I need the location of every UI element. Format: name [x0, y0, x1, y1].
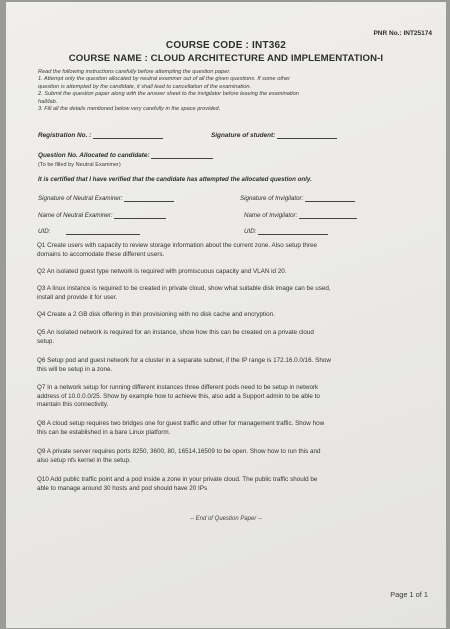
course-name: COURSE NAME : CLOUD ARCHITECTURE AND IMPLEMENTATION-I — [68, 53, 384, 64]
page-number: Page 1 of 1 — [390, 590, 428, 599]
question-3 — [37, 285, 427, 302]
neutral-name-line[interactable] — [114, 212, 166, 219]
uid-left-line[interactable] — [66, 228, 140, 235]
allocated-question-label: Question No. Allocated to candidate: — [38, 152, 150, 159]
instruction-line: hall/lab. — [38, 98, 58, 105]
question-line: maintain this connectivity. — [37, 401, 109, 409]
question-line: Q5 An isolated network is required for an instance, show how this can be created on a private cloud — [37, 329, 314, 336]
instruction-line: Read the following instructions carefully before attempting the question paper. — [38, 69, 231, 75]
student-signature-label: Signature of student: — [211, 132, 276, 139]
instructions — [38, 69, 424, 113]
question-line: Q1 Create users with capacity to review storage information about the current zone. Also setup three — [37, 242, 318, 249]
invigilator-name-label: Name of Invigilator: — [244, 212, 298, 219]
question-line: also setup nfs kernel in the setup. — [37, 456, 131, 464]
question-4 — [37, 311, 427, 320]
neutral-signature-field[interactable] — [38, 195, 174, 202]
instruction-line: 1. Attempt only the question allocated by neutral examiner out of all the given questions. If some other — [38, 76, 290, 83]
question-paper-sheet — [6, 2, 446, 628]
question-line: this will be setup in a zone. — [37, 365, 113, 373]
question-line: address of 10.0.0.0/25. Show by example how to achieve this, also add a Support admin to be able to — [37, 392, 320, 400]
neutral-name-label: Name of Neutral Examiner: — [38, 212, 113, 219]
question-1 — [37, 242, 427, 259]
invigilator-signature-label: Signature of Invigilator: — [240, 195, 304, 202]
registration-line[interactable] — [93, 132, 163, 139]
question-line: Q9 A private server requires ports 8250, 3600, 80, 16514,16509 to be open. Show how to run this and — [37, 448, 321, 455]
question-line: Q10 Add public traffic point and a pod inside a zone in your private cloud. The public traffic should be — [37, 476, 318, 483]
question-5 — [37, 329, 427, 346]
allocated-question-field[interactable] — [38, 152, 213, 159]
allocated-note: (To be filled by Neutral Examiner) — [38, 162, 121, 168]
question-line: Q8 A cloud setup requires two bridges one for guest traffic and other for management traffic. Show how — [37, 420, 325, 427]
end-of-paper: -- End of Question Paper -- — [189, 516, 263, 522]
invigilator-name-line[interactable] — [299, 212, 357, 219]
question-line: Q2 An isolated guest type network is required with promiscuous capacity and VLAN id 20. — [37, 268, 287, 275]
question-7 — [37, 384, 427, 410]
question-line: install and provide it for user. — [37, 293, 118, 301]
question-8 — [37, 420, 427, 437]
invigilator-signature-line[interactable] — [305, 195, 355, 202]
course-code: COURSE CODE : INT362 — [165, 40, 287, 51]
instruction-line: question is attempted by the candidate, it shall lead to cancellation of the examination. — [38, 83, 252, 90]
pnr-number: PNR No.: INT25174 — [373, 30, 432, 37]
question-9 — [37, 448, 427, 465]
student-signature-line[interactable] — [277, 132, 337, 139]
instruction-line: 3. Fill all the details mentioned below very carefully in the space provided. — [38, 106, 221, 113]
question-line: able to manage around 30 hosts and pod should have 20 IPs — [37, 484, 208, 492]
registration-label: Registration No. : — [38, 132, 92, 139]
uid-right-field[interactable] — [244, 228, 328, 235]
uid-right-label: UID: — [244, 228, 257, 235]
registration-field[interactable] — [38, 132, 163, 139]
question-line: setup. — [37, 337, 55, 345]
question-10 — [37, 476, 427, 493]
neutral-name-field[interactable] — [38, 212, 166, 219]
question-line: domains to accomodate these different users. — [37, 250, 165, 258]
question-line: Q6 Setup pod and guest network for a cluster in a separate subnet, if the IP range is 172.16.0.0/16. Show — [37, 357, 331, 364]
neutral-signature-label: Signature of Neutral Examiner: — [38, 195, 123, 202]
invigilator-signature-field[interactable] — [240, 195, 355, 202]
question-6 — [37, 357, 427, 374]
question-line: Q4 Create a 2 GB disk offering in thin provisioning with no disk cache and encryption. — [37, 311, 275, 318]
uid-left-field[interactable] — [38, 228, 140, 235]
student-signature-field[interactable] — [211, 132, 337, 139]
question-line: Q7 In a network setup for running different instances three different pods need to be setup in network — [37, 384, 319, 391]
question-line: this can be established in a bare Linux platform. — [37, 428, 171, 436]
allocated-question-line[interactable] — [151, 152, 213, 159]
uid-right-line[interactable] — [258, 228, 328, 235]
neutral-signature-line[interactable] — [124, 195, 174, 202]
question-2 — [37, 268, 427, 277]
question-line: Q3 A linux instance is required to be created in private cloud, show what suitable disk image can be used, — [37, 285, 331, 292]
instruction-line: 2. Submit the question paper along with the answer sheet to the invigilator before leaving the examination — [38, 91, 299, 98]
uid-left-label: UID: — [38, 228, 51, 235]
invigilator-name-field[interactable] — [244, 212, 357, 219]
certification-text: It is certified that I have verified that the candidate has attempted the allocated question only. — [38, 176, 312, 183]
